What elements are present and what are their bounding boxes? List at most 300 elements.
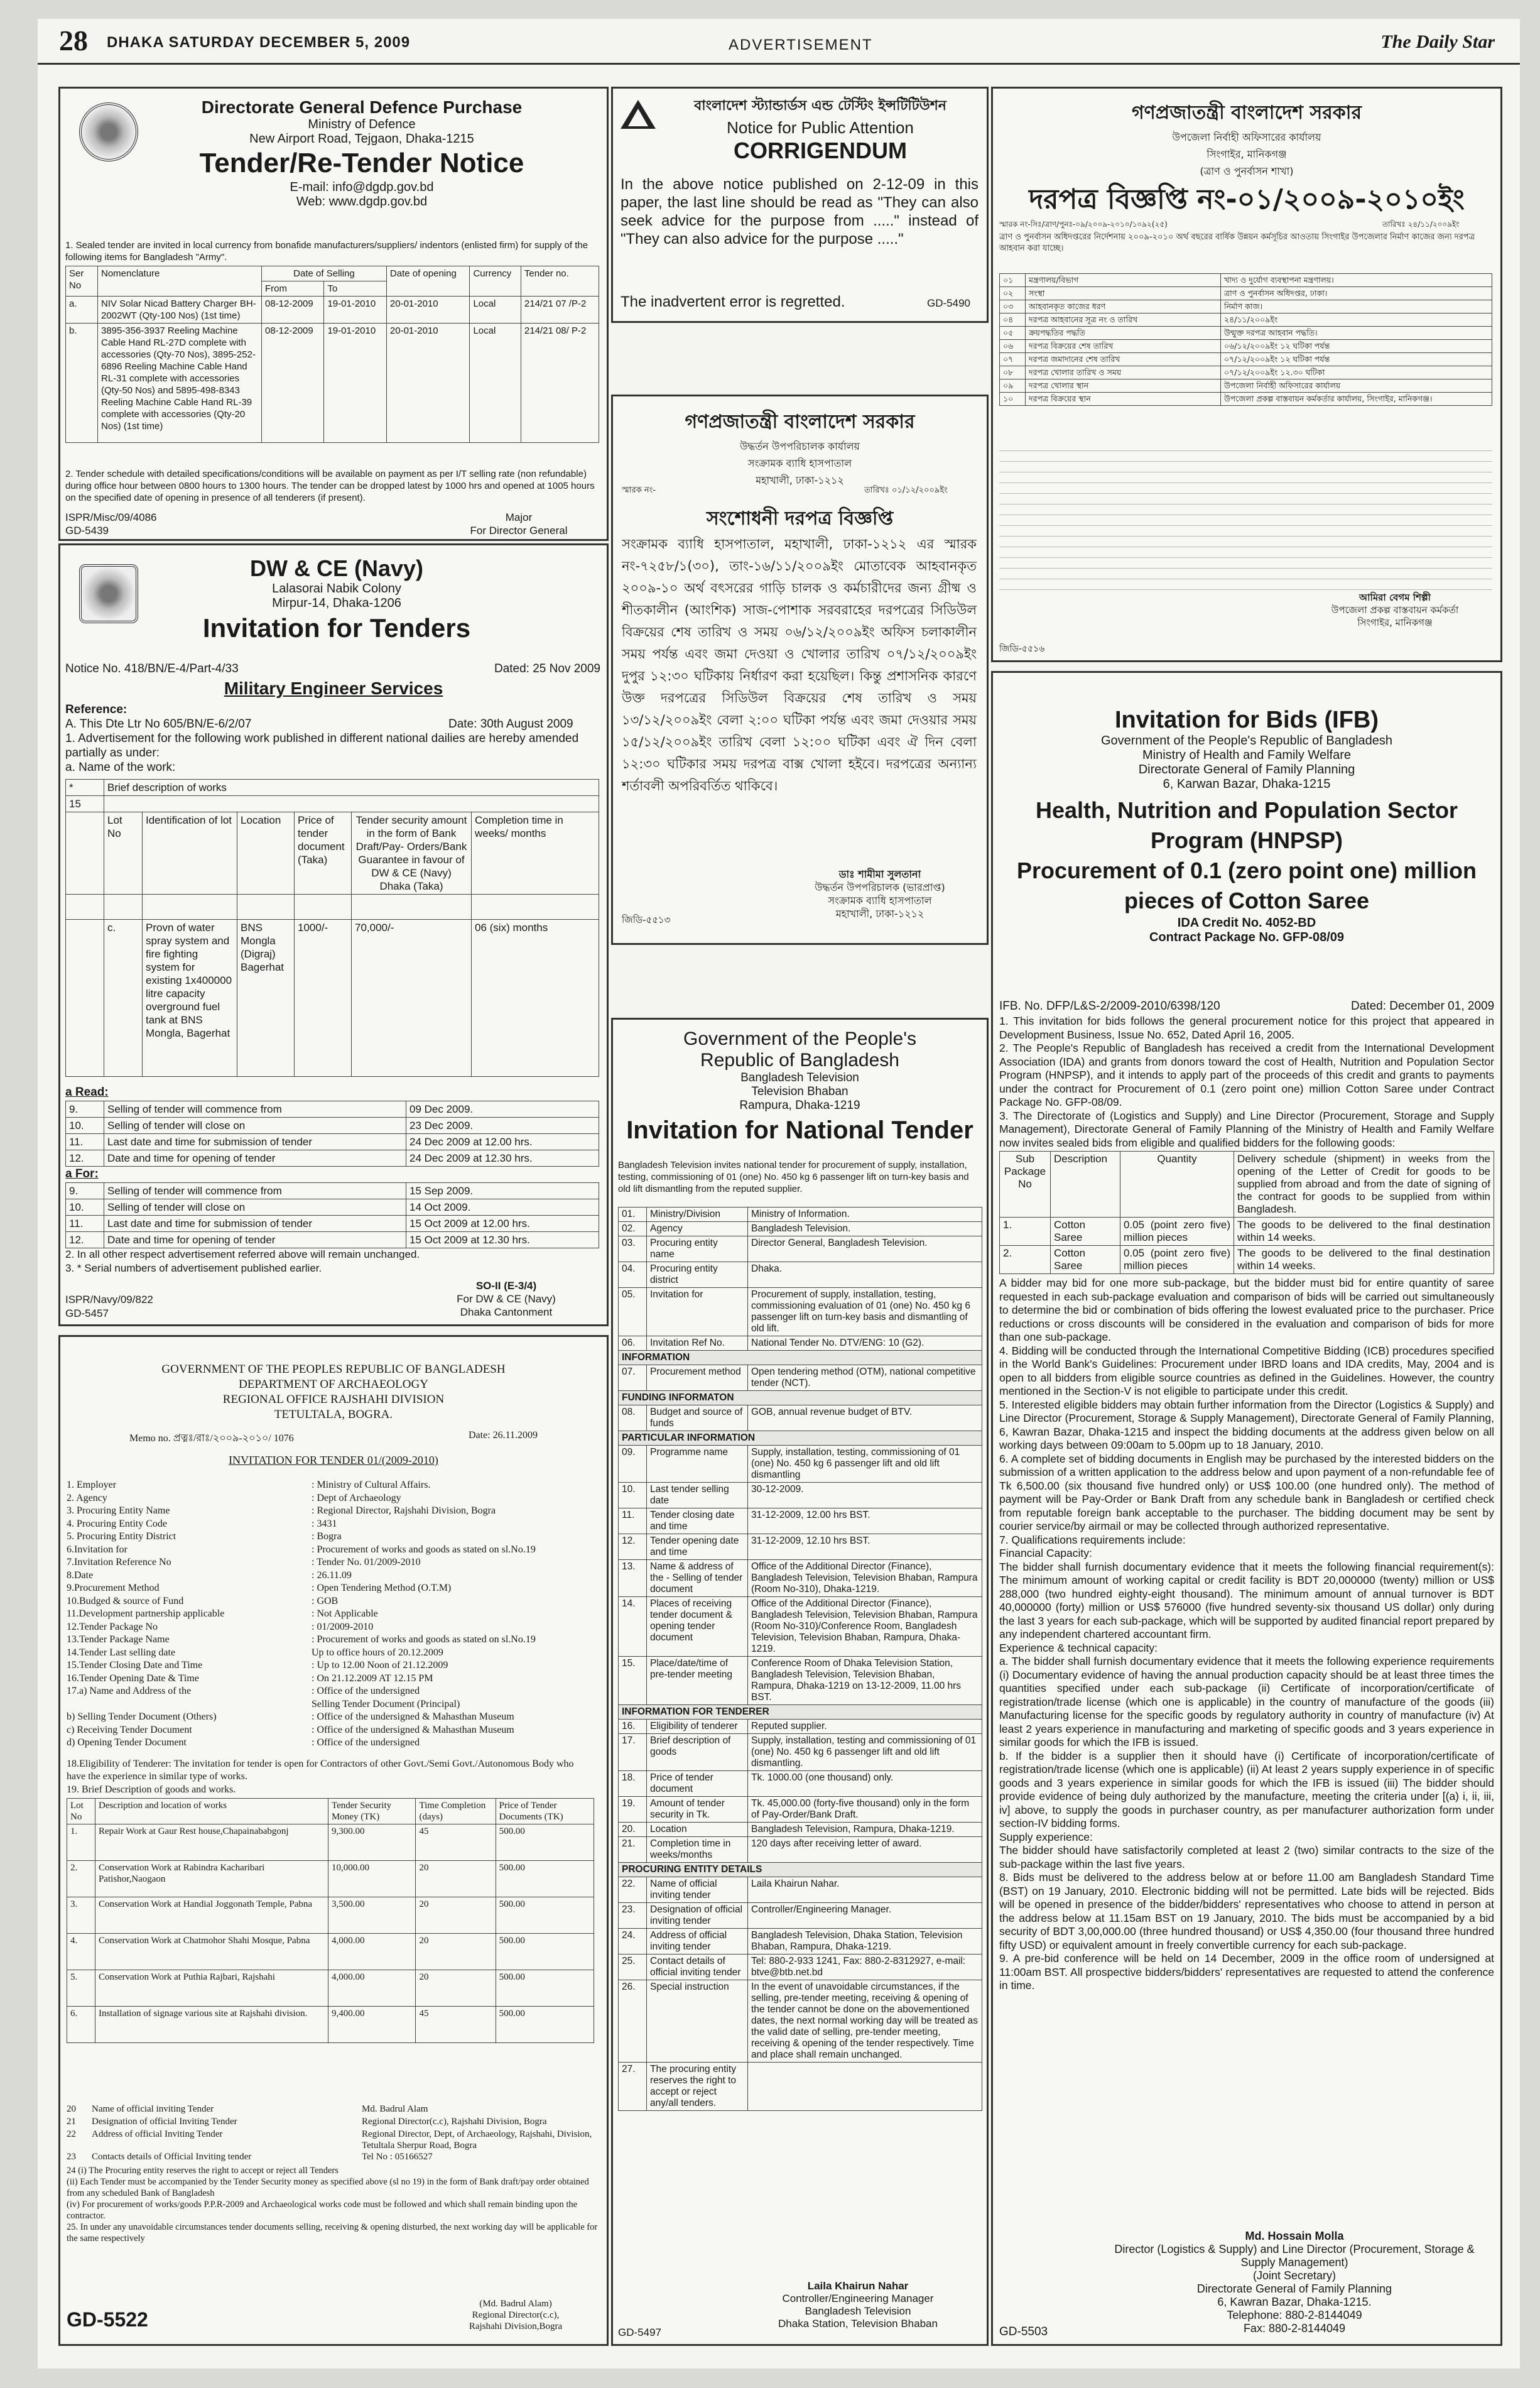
item-label: 7.Invitation Reference No — [67, 1557, 171, 1567]
manik-title: দরপত্র বিজ্ঞপ্তি নং-০১/২০০৯-২০১০ইং — [1029, 183, 1465, 215]
page-number: 28 — [59, 25, 88, 57]
arch-notes — [67, 2165, 600, 2244]
table-cell: 500.00 — [496, 1934, 594, 1970]
list-item — [67, 1518, 600, 1531]
item-label: 17.a) Name and Address of the — [67, 1686, 192, 1696]
item-value: Tel No : 05166527 — [362, 2152, 433, 2162]
row-value: Supply, installation, testing, commissioning of 01 (one) No. 450 kg 6 passenger lift and old lift dismantling — [748, 1446, 982, 1483]
table-row: 11. Last date and time for submission of tender 24 Dec 2009 at 12.00 hrs. — [66, 1134, 599, 1150]
row-number: ০৫ — [1000, 327, 1026, 340]
row-label: Procurement method — [647, 1365, 748, 1391]
newspaper-page — [38, 19, 1520, 2369]
list-item — [67, 1479, 600, 1492]
list-item — [67, 1492, 600, 1505]
row-label: Location — [647, 1823, 748, 1837]
row-value: National Tender No. DTV/ENG: 10 (G2). — [748, 1336, 982, 1351]
dgdp-notice: Directorate General Defence Purchase Ministry of Defence New Airport Road, Tejgaon, Dhaka-1215 Tender/Re-Tender Notice E-mail: info@dgdp.gov.bd Web: www.dgdp.gov.bd 1. Sealed tender are invited in local currency from bonafide manufacturers/suppliers/ indentors (enlisted firm) for supply of the following items for Bangladesh "Army". Ser No Nomenclature Date of Selling Date of opening Currency Tender no. From To a. NIV Solar Nicad Battery Charger BH-2002WT (Qty-100 Nos) (1st time) 08-12-2009 19-01-2010 20-01-2010 Local 214/21 07 /P-2 b. 3895-356-3937 Reeling Machine Cable Hand RL-27D complete with accessories (Qty-70 Nos), 3895-252-6896 Reeling Machine Cable Hand RL-31 complete with accessories (Qty-50 Nos) and 5895-498-8343 Reeling Machine Cable Hand RL-39 complete with accessories (Qty-20 Nos) (1st time) 08-12-2009 19-01-2010 20-01-2010 Local 214/21 08/ P-2 2. Tender schedule with detailed specifications/conditions will be available on payment as per I/T selling rate (non refundable) during office hour between 0800 hours to 1300 hours. The tender can be dropped latest by 1000 hrs and opened at 1005 hours on the specified date of opening in presence of all tenderers (if present). ISPR/Misc/09/4086 GD-5439 Major For Director General — [58, 87, 609, 541]
list-item — [67, 1647, 600, 1660]
item-value: : On 21.12.2009 AT 12.15 PM — [312, 1672, 433, 1684]
bsti-title: CORRIGENDUM — [734, 138, 907, 163]
table-row — [1000, 379, 1492, 393]
row-value: উপজেলা প্রকল্প বাস্তবায়ন কর্মকর্তার কার্যালয়, সিংগাইর, মানিকগঞ্জ। — [1221, 393, 1492, 406]
row-label: Name of official inviting tender — [647, 1877, 748, 1903]
table-cell: Conservation Work at Rabindra Kacharibari Patishor,Naogaon — [95, 1861, 328, 1897]
row-number: 11. — [619, 1508, 647, 1534]
dwce-title: Invitation for Tenders — [202, 613, 471, 643]
row-number: 07. — [619, 1365, 647, 1391]
table-row — [619, 1657, 982, 1705]
dgdp-intro: 1. Sealed tender are invited in local currency from bonafide manufacturers/suppliers/ indentors (enlisted firm) for supply of the following items for Bangladesh "Army". — [65, 240, 588, 263]
table-row — [619, 1222, 982, 1236]
table-row — [619, 2063, 982, 2111]
row-value: 31-12-2009, 12.10 hrs BST. — [748, 1534, 982, 1560]
item-label: 11.Development partnership applicable — [67, 1608, 225, 1619]
table-row: b. 3895-356-3937 Reeling Machine Cable Hand RL-27D complete with accessories (Qty-70 Nos), 3895-252-6896 Reeling Machine Cable Hand RL-31 complete with accessories (Qty-50 Nos) and 5895-498-8343 Reeling Machine Cable Hand RL-39 complete with accessories (Qty-20 Nos) (1st time) 08-12-2009 19-01-2010 20-01-2010 Local 214/21 08/ P-2 — [66, 324, 599, 443]
table-row — [619, 1236, 982, 1262]
ifb-body: 1. This invitation for bids follows the general procurement notice for this project that appeared in Development Business, Issue No. 652, Dated April 16, 2005. 2. The People's Republic of Bangladesh has received a credit from the International Development Association (IDA) and grants from donors toward the cost of Health, Nutrition and Population Sector Program (HNPSP), and it intends to apply part of the proceeds of this credit and grants to payments under the contract for Procurement of 0.1 (zero point one) million Cotton Saree under Contract Package No. GFP-08/09. 3. The Directorate of (Logistics and Supply) and Line Director (Procurement, Storage and Supply Management), Directorate General of Family Planning of the Ministry of Health and Family Welfare now invites sealed bids from eligible and qualified bidders for the following goods: Sub Package No Description Quantity Delivery schedule (shipment) in weeks from the opening of the Letter of Credit for goods to be supplied from abroad and from the date of signing of the contract for goods to be supplied from within Bangladesh. 1. Cotton Saree 0.05 (point zero five) million pieces The goods to be delivered to the final destination within 14 weeks. 2. Cotton Saree 0.05 (point zero five) million pieces The goods to be delivered to the final destination within 14 weeks. A bidder may bid for one more sub-package, but the bidder must bid for entire quantity of saree requested in each sub-package evaluation and comparison of bids will be carried out simultaneously to determine the bid or combination of bids offering the lowest evaluated price to the purchaser. Price reductions or cross discounts will be considered in the evaluation and comparison of bids for more than one sub-package. 4. Bidding will be conducted through the International Competitive Bidding (ICB) procedures specified in the World Bank's Guidelines: Procurement under IBRD loans and IDA credits, May, 2004 and is open to all bidders from eligible source countries as defined in the Guidelines. However, the country mentioned in the Section-V is not eligible to participate under this credit. 5. Interested eligible bidders may obtain further information from the Director (Logistics & Supply) and Line Director (Procurement, Storage & Supply Management), Directorate General of Family Planning, 6, Kawran Bazar, Dhaka-1215 and inspect the bidding documents at the address given below on all working days between 09:00am to 5.00pm up to 18 January, 2010. 6. A complete set of bidding documents in English may be purchased by the interested bidders on the submission of a written application to the address below and upon payment of a non-refundable fee of Tk 6,500.00 (six thousand five hundred only) or US$ 100.00 (one hundred only). The method of payment will be Pay-Order or Bank Draft from any schedule bank in Bangladesh or certified check from reputable foreign bank acceptable to the purchaser. The bidding document may be sent by courier service/by airmail or may be collected through authorized representative. 7. Qualifications requirements include: Financial Capacity: The bidder shall furnish documentary evidence that it meets the following financial requirement(s): The minimum amount of working capital or credit facility is BDT 20,000000 (twenty) million or US$ 288,000 (two hundred eighty-eight thousand). The minimum amount of annual turnover is BDT 40,000000 (forty) million or US$ 576000 (five hundred seventy-six thousand US dollar) only during the last 3 years for each sub-package, which will be supported by audited financial report prepared by any independent chartered accountant firm. Experience & technical capacity: a. The bidder shall furnish documentary evidence that it meets the following experience requirements (i) Documentary evidence of having the annual production capacity should be at least three times the quantities specified under each sub-package (ii) Certificate of incorporation/certificate of registration/trade license (which one is applicable) in the country of manufacture of the goods (iii) Manufacturing license for the specific goods by regulatory authority in country of manufacture (iv) At least 2 years experience in manufacturing and marketing of specific goods and 3 years experience in similar goods for which the IFB is issued. b. If the bidder is a supplier then it should have (i) Certificate of incorporation/certificate of registration/trade license (which one is applicable) (ii) At least 2 years supply experience in of specific goods and 3 years experience in similar goods for which the IFB is issued (iii) The bidder should provide evidence of being duly authorized by the manufacture, meeting the criteria under [(a) i, ii, iii, iv] above, to supply the goods in purchaser country, as per manufacturer authorization form under section-IV bidding forms. Supply experience: The bidder should have satisfactorily completed at least 2 (two) similar contracts to the size of the sub-package within the last five years. 8. Bids must be delivered to the address below at or before 11.00 am Bangladesh Standard Time (BST) on 19 January, 2010. Electronic bidding will not be permitted. Late bids will be rejected. Bids will be opened in presence of the bidder/bidders' representatives who choose to attend in person at the address below at 11.15am BST on 19 January, 2010. The bids must be accompanied by a bid security of BDT 3,00,000.00 (three hundred thousand) or US$ 4,350.00 (four thousand three hundred fifty USD) or equivalent amount in freely convertible currency for each sub-package. 9. A pre-bid conference will be held on 14 December, 2009 in the office room of undersigned at 11:00am BST. All prospective bidders/bidders' representatives are requested to attend the conference in time. — [999, 1015, 1495, 1992]
row-number: 19. — [619, 1797, 647, 1823]
table-row — [619, 1391, 982, 1405]
row-label: Place/date/time of pre-tender meeting — [647, 1657, 748, 1705]
table-row: a. NIV Solar Nicad Battery Charger BH-2002WT (Qty-100 Nos) (1st time) 08-12-2009 19-01-2010 20-01-2010 Local 214/21 07 /P-2 — [66, 297, 599, 324]
row-number: 10. — [619, 1483, 647, 1508]
item-label: 15.Tender Closing Date and Time — [67, 1660, 203, 1671]
table-row — [619, 1771, 982, 1797]
arch-gd: GD-5522 — [67, 2308, 148, 2331]
table-row — [1000, 393, 1492, 406]
table-row — [1000, 327, 1492, 340]
btv-table — [618, 1207, 982, 2111]
ifb-notice: Invitation for Bids (IFB) Government of the People's Republic of Bangladesh Ministry of Health and Family Welfare Directorate General of Family Planning 6, Karwan Bazar, Dhaka-1215 Health, Nutrition and Population Sector Program (HNPSP) Procurement of 0.1 (zero point one) million pieces of Cotton Saree IDA Credit No. 4052-BD Contract Package No. GFP-08/09 IFB. No. DFP/L&S-2/2009-2010/6398/120 Dated: December 01, 2009 1. This invitation for bids follows the general procurement notice for this project that appeared in Development Business, Issue No. 652, Dated April 16, 2005. 2. The People's Republic of Bangladesh has received a credit from the International Development Association (IDA) and grants from donors toward the cost of Health, Nutrition and Population Sector Program (HNPSP), and it intends to apply part of the proceeds of this credit and grants to payments under the contract for Procurement of 0.1 (zero point one) million Cotton Saree under Contract Package No. GFP-08/09. 3. The Directorate of (Logistics and Supply) and Line Director (Procurement, Storage and Supply Management), Directorate General of Family Planning of the Ministry of Health and Family Welfare now invites sealed bids from eligible and qualified bidders for the following goods: Sub Package No Description Quantity Delivery schedule (shipment) in weeks from the opening of the Letter of Credit for goods to be supplied from abroad and from the date of signing of the contract for goods to be supplied from within Bangladesh. 1. Cotton Saree 0.05 (point zero five) million pieces The goods to be delivered to the final destination within 14 weeks. 2. Cotton Saree 0.05 (point zero five) million pieces The goods to be delivered to the final destination within 14 weeks. A bidder may bid for one more sub-package, but the bidder must bid for entire quantity of saree requested in each sub-package evaluation and comparison of bids will be carried out simultaneously to determine the bid or combination of bids offering the lowest evaluated price to the purchaser. Price reductions or cross discounts will be considered in the evaluation and comparison of bids for more than one sub-package. 4. Bidding will be conducted through the International Competitive Bidding (ICB) procedures specified in the World Bank's Guidelines: Procurement under IBRD loans and IDA credits, May, 2004 and is open to all bidders from eligible source countries as defined in the Guidelines. However, the country mentioned in the Section-V is not eligible to participate under this credit. 5. Interested eligible bidders may obtain further information from the Director (Logistics & Supply) and Line Director (Procurement, Storage & Supply Management), Directorate General of Family Planning, 6, Kawran Bazar, Dhaka-1215 and inspect the bidding documents at the address given below on all working days between 09:00am to 5.00pm up to 18 January, 2010. 6. A complete set of bidding documents in English may be purchased by the interested bidders on the submission of a written application to the address below and upon payment of a non-refundable fee of Tk 6,500.00 (six thousand five hundred only) or US$ 100.00 (one hundred only). The method of payment will be Pay-Order or Bank Draft from any schedule bank in Bangladesh or certified check from reputable foreign bank acceptable to the purchaser. The bidding document may be sent by courier service/by airmail or may be collected through authorized representative. 7. Qualifications requirements include: Financial Capacity: The bidder shall furnish documentary evidence that it meets the following financial requirement(s): The minimum amount of working capital or credit facility is BDT 20,000000 (twenty) million or US$ 288,000 (two hundred eighty-eight thousand). The minimum amount of annual turnover is BDT 40,000000 (forty) million or US$ 576000 (five hundred seventy-six thousand US dollar) only during the last 3 years for each sub-package, which will be supported by audited financial report prepared by any independent chartered accountant firm. Experience & technical capacity: a. The bidder shall furnish documentary evidence that it meets the following experience requirements (i) Documentary evidence of having the annual production capacity should be at least three times the quantities specified under each sub-package (ii) Certificate of incorporation/certificate of registration/trade license (which one is applicable) in the country of manufacture of the goods (iii) Manufacturing license for the specific goods by regulatory authority in country of manufacture (iv) At least 2 years experience in manufacturing and marketing of specific goods and 3 years experience in similar goods for which the IFB is issued. b. If the bidder is a supplier then it should have (i) Certificate of incorporation/certificate of registration/trade license (which one is applicable) (ii) At least 2 years supply experience in of specific goods and 3 years experience in similar goods for which the IFB is issued (iii) The bidder should provide evidence of being duly authorized by the manufacture, meeting the criteria under [(a) i, ii, iii, iv] above, to supply the goods in purchaser country, as per manufacturer authorization form under section-IV bidding forms. Supply experience: The bidder should have satisfactorily completed at least 2 (two) similar contracts to the size of the sub-package within the last five years. 8. Bids must be delivered to the address below at or before 11.00 am Bangladesh Standard Time (BST) on 19 January, 2010. Electronic bidding will not be permitted. Late bids will be rejected. Bids will be opened in presence of the bidder/bidders' representatives who choose to attend in person at the address below at 11.15am BST on 19 January, 2010. The bids must be accompanied by a bid security of BDT 3,00,000.00 (three hundred thousand) or US$ 4,350.00 (four thousand three hundred fifty USD) or equivalent amount in freely convertible currency for each sub-package. 9. A pre-bid conference will be held on 14 December, 2009 in the office room of undersigned at 11:00am BST. All prospective bidders/bidders' representatives are requested to attend the conference in time. Md. Hossain Molla Director (Logistics & Supply) and Line Director (Procurement, Storage & Supply Management) (Joint Secretary) Directorate General of Family Planning 6, Kawran Bazar, Dhaka-1215. Telephone: 880-2-8144049 Fax: 880-2-8144049 GD-5503 — [991, 671, 1502, 2346]
table-row — [67, 1861, 594, 1897]
btv-notice: Government of the People's Republic of Bangladesh Bangladesh Television Television Bhaban Rampura, Dhaka-1219 Invitation for National Tender Bangladesh Television invites national tender for procurement of supply, installation, testing, commissioning of 01 (one) No. 450 kg 6 passenger lift on turn-key basis and old lift dismantling from the reputed supplier. 01. Ministry/Division Ministry of Information. 02. Agency Bangladesh Television. 03. Procuring entity name Director General, Bangladesh Television. 04. Procuring entity district Dhaka. 05. Invitation for Procurement of supply, installation, testing, commissioning evaluation of 01 (one) No. 450 kg 6 passenger lift on turn-key basis and dismantling of old lift. 06. Invitation Ref No. National Tender No. DTV/ENG: 10 (G2). INFORMATION 07. Procurement method Open tendering method (OTM), national competitive tender (NCT). FUNDING INFORMATON 08. Budget and source of funds GOB, annual revenue budget of BTV. PARTICULAR INFORMATION 09. Programme name Supply, installation, testing, commissioning of 01 (one) No. 450 kg 6 passenger lift and old lift dismantling 10. Last tender selling date 30-12-2009. 11. Tender closing date and time 31-12-2009, 12.00 hrs BST. 12. Tender opening date and time 31-12-2009, 12.10 hrs BST. 13. Name & address of the - Selling of tender document Office of the Additional Director (Finance), Bangladesh Television, Television Bhaban, Rampura (Room No-310), Dhaka-1219. 14. Places of receiving tender document & opening tender document Office of the Additional Director (Finance), Bangladesh Television, Television Bhaban, Rampura (Room No-310)/Conference Room, Bangladesh Television, Television Bhaban, Rampura, Dhaka-1219. 15. Place/date/time of pre-tender meeting Conference Room of Dhaka Television Station, Bangladesh Television, Television Bhaban, Rampura, Dhaka-1219 on 13-12-2009, 11.00 hrs BST. INFORMATION FOR TENDERER 16. Eligibility of tenderer Reputed supplier. 17. Brief description of goods Supply, installation, testing and commissioning of 01 (one) No. 450 kg 6 passenger lift and old lift dismantling. 18. Price of tender document Tk. 1000.00 (one thousand) only. 19. Amount of tender security in Tk. Tk. 45,000.00 (forty-five thousand) only in the form of Pay-Order/Bank Draft. 20. Location Bangladesh Television, Rampura, Dhaka-1219. 21. Completion time in weeks/months 120 days after receiving letter of award. PROCURING ENTITY DETAILS 22. Name of official inviting tender Laila Khairun Nahar. 23. Designation of official inviting tender Controller/Engineering Manager. 24. Address of official inviting tender Bangladesh Television, Dhaka Station, Television Bhaban, Rampura, Dhaka-1219. 25. Contact details of official inviting tender Tel: 880-2-933 1241, Fax: 880-2-8312927, e-mail: btve@btb.net.bd 26. Special instruction In the event of unavoidable circumstances, if the selling, pre-tender meeting, receiving & opening of the tender cannot be done on the abovementioned dates, the next normal working day will be treated as the valid date of selling, pre-tender meeting, receiving & opening of the tender respectively. Time and place shall remain unchanged. 27. The procuring entity reserves the right to accept or reject any/all tenders. Laila Khairun Nahar Controller/Engineering Manager Bangladesh Television Dhaka Station, Television Bhaban GD-5497 — [611, 1018, 989, 2346]
row-value: Bangladesh Television. — [748, 1222, 982, 1236]
dgdp-gd: GD-5439 — [65, 525, 109, 537]
table-row: 11. Last date and time for submission of tender 15 Oct 2009 at 12.00 hrs. — [66, 1216, 599, 1232]
section-heading: INFORMATION FOR TENDERER — [619, 1705, 982, 1720]
table-row — [619, 1980, 982, 2063]
row-number: 03. — [619, 1236, 647, 1262]
table-row — [619, 1955, 982, 1980]
hospital-notice: গণপ্রজাতন্ত্রী বাংলাদেশ সরকার উদ্ধর্তন উপপরিচালক কার্যালয় সংক্রামক ব্যাধি হাসপাতাল মহাখালী, ঢাকা-১২১২ স্মারক নং- তারিখঃ ০১/১২/২০০৯ইং সংশোধনী দরপত্র বিজ্ঞপ্তি সংক্রামক ব্যাধি হাসপাতাল, মহাখালী, ঢাকা-১২১২ এর স্মারক নং-৭২৫৮/১(৩০), তাং-১৬/১১/২০০৯ইং মোতাবেক আহবানকৃত ২০০৯-১০ অর্থ বৎসরের গাড়ি চালক ও কর্মচারীদের জন্য গ্রীষ্ম ও শীতকালীন (আংশিক) সাজ-পোশাক সরবরাহের দরপত্রের সিডিউল বিক্রয়ের শেষ তারিখ ও সময় ০৬/১২/২০০৯ইং অফিস চলাকালীন সময় পর্যন্ত এবং জমা দেওয়া ও খোলার তারিখ ০৭/১২/২০০৯ইং দুপুর ১২:৩০ ঘটিকায় নির্ধারণ করা হয়েছিল। কিন্তু প্রশাসনিক কারণে উক্ত দরপত্রের সিডিউল বিক্রয়ের শেষ তারিখ ও সময় ১৩/১২/২০০৯ইং বেলা ২:০০ ঘটিকা পর্যন্ত এবং জমা দেওয়ার সময় ১৫/১২/২০০৯ইং তারিখ বেলা ১২:০০ ঘটিকা এবং ঐ দিন বেলা ১২:৩০ ঘটিকার সময় দরপত্র বাক্স খোলা হইবে। দরপত্রের অন্যান্য শর্তাবলী অপরিবর্তিত থাকিবে। ডাঃ শামীমা সুলতানা উদ্ধর্তন উপপরিচালক (ভারপ্রাপ্ত) সংক্রামক ব্যাধি হাসপাতাল মহাখালী, ঢাকা-১২১২ জিডি-৫৫১৩ — [611, 395, 989, 945]
item-num: 22 — [67, 2129, 76, 2139]
manikganj-notice: গণপ্রজাতন্ত্রী বাংলাদেশ সরকার উপজেলা নির্বাহী অফিসারের কার্যালয় সিংগাইর, মানিকগঞ্জ (ত্রাণ ও পুনর্বাসন শাখা) দরপত্র বিজ্ঞপ্তি নং-০১/২০০৯-২০১০ইং স্মারক নং-সিঃ/ত্রাণ/পুনঃ-০৯/২০০৯-২০১০/১০৯২(২৫) তারিখঃ ২৪/১১/২০০৯ইং ত্রাণ ও পুনর্বাসন অধিদপ্তরের নির্দেশনায় ২০০৯-২০১০ অর্থ বছরের বার্ষিক উন্নয়ন কর্মসূচির আওতায় সিংগাইর উপজেলার নির্মাণ কাজের জন্য দরপত্র আহবান করা যাচ্ছে। ০১ মন্ত্রণালয়/বিভাগ খাদ্য ও দুর্যোগ ব্যবস্থাপনা মন্ত্রণালয়। ০২ সংস্থা ত্রাণ ও পুনর্বাসন অধিদপ্তর, ঢাকা। ০৩ আহবানকৃত কাজের ধরণ নির্মাণ কাজ। ০৪ দরপত্র আহবানের সূত্র নং ও তারিখ ২৪/১১/২০০৯ইং ০৫ ক্রয়পদ্ধতির পদ্ধতি উন্মুক্ত দরপত্র আহবান পদ্ধতি। ০৬ দরপত্র বিক্রয়ের শেষ তারিখ ০৬/১২/২০০৯ইং ১২ ঘটিকা পর্যন্ত ০৭ দরপত্র জমাদানের শেষ তারিখ ০৭/১২/২০০৯ইং ১২ ঘটিকা পর্যন্ত ০৮ দরপত্র খোলার তারিখ ও সময় ০৭/১২/২০০৯ইং ১২.৩০ ঘটিকা ০৯ দরপত্র খোলার স্থান উপজেলা নির্বাহী অফিসারের কার্যালয় ১০ দরপত্র বিক্রয়ের স্থান উপজেলা প্রকল্প বাস্তবায়ন কর্মকর্তার কার্যালয়, সিংগাইর, মানিকগঞ্জ। আমিরা বেগম শিল্পী উপজেলা প্রকল্প বাস্তবায়ন কর্মকর্তা সিংগাইর, মানিকগঞ্জ জিডি-৫৫১৬ — [991, 87, 1502, 662]
row-value: নির্মাণ কাজ। — [1221, 300, 1492, 313]
table-cell: 4,000.00 — [328, 1970, 416, 2007]
row-value: উন্মুক্ত দরপত্র আহবান পদ্ধতি। — [1221, 327, 1492, 340]
item-label: 8.Date — [67, 1569, 94, 1581]
row-value: খাদ্য ও দুর্যোগ ব্যবস্থাপনা মন্ত্রণালয়। — [1221, 274, 1492, 287]
dgdp-note: 2. Tender schedule with detailed specifications/conditions will be available on payment as per I/T selling rate (non refundable) during office hour between 0800 hours to 1300 hours. The tender can be dropped latest by 1000 hrs and opened at 1005 hours on the specified date of opening in presence of all tenderers (if present). — [65, 469, 595, 503]
table-cell: 3,500.00 — [328, 1897, 416, 1934]
item-value: Md. Badrul Alam — [362, 2104, 428, 2114]
row-label: Procuring entity district — [647, 1262, 748, 1288]
item-label: 16.Tender Opening Date & Time — [67, 1672, 199, 1684]
item-value: : Open Tendering Method (O.T.M) — [312, 1583, 452, 1593]
row-value: Laila Khairun Nahar. — [748, 1877, 982, 1903]
section-heading: INFORMATION — [619, 1351, 982, 1365]
item-label: Contacts details of Official Inviting tender — [92, 2152, 252, 2162]
row-value: Tk. 1000.00 (one thousand) only. — [748, 1771, 982, 1797]
table-row — [619, 1508, 982, 1534]
dgdp-email: E-mail: info@dgdp.gov.bd — [290, 180, 434, 194]
item-value: Up to office hours of 20.12.2009 — [312, 1647, 443, 1658]
table-row — [619, 1431, 982, 1446]
row-number: 23. — [619, 1903, 647, 1929]
row-value: Dhaka. — [748, 1262, 982, 1288]
row-number: 17. — [619, 1734, 647, 1771]
item-label: 14.Tender Last selling date — [67, 1647, 176, 1658]
row-value: Bangladesh Television, Dhaka Station, Television Bhaban, Rampura, Dhaka-1219. — [748, 1929, 982, 1955]
table-cell: 500.00 — [496, 1897, 594, 1934]
table-cell: 4,000.00 — [328, 1934, 416, 1970]
row-number: 09. — [619, 1446, 647, 1483]
table-row — [619, 1262, 982, 1288]
column-header: Description and location of works — [95, 1799, 328, 1824]
table-cell: 10,000.00 — [328, 1861, 416, 1897]
column-header: Time Completion (days) — [416, 1799, 496, 1824]
table-row — [67, 2007, 594, 2043]
table-row — [1000, 340, 1492, 353]
row-value: উপজেলা নির্বাহী অফিসারের কার্যালয় — [1221, 379, 1492, 393]
table-row — [619, 1720, 982, 1734]
row-number: 20. — [619, 1823, 647, 1837]
note: 24 (i) The Procuring entity reserves the right to accept or reject all Tenders — [67, 2166, 339, 2176]
column-header: Tender Security Money (TK) — [328, 1799, 416, 1824]
table-cell: Repair Work at Gaur Rest house,Chapainababgonj — [95, 1824, 328, 1861]
item-value: : Office of the undersigned & Mahasthan Museum — [312, 1724, 514, 1735]
section-heading: PROCURING ENTITY DETAILS — [619, 1863, 982, 1877]
list-item — [67, 1659, 600, 1672]
list-item — [67, 1608, 600, 1621]
row-value: 120 days after receiving letter of award. — [748, 1837, 982, 1863]
list-item — [67, 1685, 600, 1698]
row-label: Ministry/Division — [647, 1208, 748, 1222]
table-row: 10. Selling of tender will close on 23 Dec 2009. — [66, 1118, 599, 1134]
row-value: Bangladesh Television, Rampura, Dhaka-1219. — [748, 1823, 982, 1837]
section-heading: FUNDING INFORMATON — [619, 1391, 982, 1405]
item-value: : Office of the undersigned — [312, 1686, 420, 1696]
row-value: ০৭/১২/২০০৯ইং ১২.৩০ ঘটিকা — [1221, 366, 1492, 379]
table-cell: 1. — [67, 1824, 95, 1861]
table-cell: Conservation Work at Chatmohor Shahi Mosque, Pabna — [95, 1934, 328, 1970]
hosp-title: সংশোধনী দরপত্র বিজ্ঞপ্তি — [706, 508, 894, 530]
item-label: 3. Procuring Entity Name — [67, 1505, 170, 1516]
row-number: 14. — [619, 1597, 647, 1657]
table-row: 10. Selling of tender will close on 14 Oct 2009. — [66, 1199, 599, 1216]
list-item — [67, 1633, 600, 1647]
row-label: ক্রয়পদ্ধতির পদ্ধতি — [1026, 327, 1221, 340]
item-value: Selling Tender Document (Principal) — [312, 1698, 460, 1709]
column-header: Price of Tender Documents (TK) — [496, 1799, 594, 1824]
item-value: : Ministry of Cultural Affairs. — [312, 1480, 431, 1490]
table-row — [1000, 313, 1492, 327]
row-label: আহবানকৃত কাজের ধরণ — [1026, 300, 1221, 313]
item-label: 1. Employer — [67, 1480, 117, 1490]
table-cell: 500.00 — [496, 2007, 594, 2043]
list-item — [67, 1672, 600, 1686]
row-number: 22. — [619, 1877, 647, 1903]
row-value: Procurement of supply, installation, testing, commissioning evaluation of 01 (one) No. 450 kg 6 passenger lift on turn-key basis and dismantling of old lift. — [748, 1288, 982, 1336]
archaeology-notice: GOVERNMENT OF THE PEOPLES REPUBLIC OF BANGLADESH DEPARTMENT OF ARCHAEOLOGY REGIONAL OFFICE RAJSHAHI DIVISION TETULTALA, BOGRA. Memo no. প্রত্নঃ/রাঃ/২০০৯-২০১০/ 1076 Date: 26.11.2009 INVITATION FOR TENDER 01/(2009-2010) 1. Employer : Ministry of Cultural Affairs. 2. Agency : Dept of Archaeology 3. Procuring Entity Name : Regional Director, Rajshahi Division, Bogra 4. Procuring Entity Code : 3431 5. Procuring Entity District : Bogra 6.Invitation for : Procurement of works and goods as stated on sl.No.19 7.Invitation Reference No : Tender No. 01/2009-2010 8.Date : 26.11.09 9.Procurement Method : Open Tendering Method (O.T.M) 10.Budged & source of Fund : GOB 11.Development partnership applicable : Not Applicable 12.Tender Package No : 01/2009-2010 13.Tender Package Name : Procurement of works and goods as stated on sl.No.19 14.Tender Last selling date Up to office hours of 20.12.2009 15.Tender Closing Date and Time : Up to 12.00 Noon of 21.12.2009 16.Tender Opening Date & Time : On 21.12.2009 AT 12.15 PM 17.a) Name and Address of the : Office of the undersigned Selling Tender Document (Principal) b) Selling Tender Document (Others) : Office of the undersigned & Mahasthan Museum c) Receiving Tender Document : Office of the undersigned & Mahasthan Museum d) Opening Tender Document : Office of the undersigned 18.Eligibility of Tenderer: The invitation for tender is open for Contractors of other Govt./Semi Govt./Autonomous Body who have the experience in similar type of works. 19. Brief Description of goods and works. Lot No Description and location of works Tender Security Money (TK) Time Completion (days) Price of Tender Documents (TK) 1. Repair Work at Gaur Rest house,Chapainababgonj 9,300.00 45 500.00 2. Conservation Work at Rabindra Kacharibari Patishor,Naogaon 10,000.00 20 500.00 3. Conservation Work at Handial Joggonath Temple, Pabna 3,500.00 20 500.00 4. Conservation Work at Chatmohor Shahi Mosque, Pabna 4,000.00 20 500.00 5. Conservation Work at Puthia Rajbari, Rajshahi 4,000.00 20 500.00 6. Installation of signage various site at Rajshahi division. 9,400.00 45 500.00 20 Name of official inviting Tender Md. Badrul Alam 21 Designation of official Inviting Tender Regional Director(c.c), Rajshahi Division, Bogra 22 Address of official Inviting Tender Regional Director, Dept, of Archaeology, Rajshahi, Division, Tetultala Sherpur Road, Bogra 23 Contacts details of Official Inviting tender Tel No : 05166527 24 (i) The Procuring entity reserves the right to accept or reject all Tenders (ii) Each Tender must be accompanied by the Tender Security money as specified above (sl no 19) in the form of Bank draft/pay order obtained from any scheduled Bank of Bangladesh (iv) For procurement of works/goods P.P.R-2009 and Archaeological works code must be followed and which shall remain binding upon the contractor. 25. In under any unavoidable circumstances tender documents selling, receiving & opening disturbed, the next working day will be applicable for the same respectively GD-5522 (Md. Badrul Alam) Regional Director(c.c), Rajshahi Division,Bogra — [58, 1335, 609, 2346]
table-cell: Conservation Work at Puthia Rajbari, Rajshahi — [95, 1970, 328, 2007]
table-cell: 4. — [67, 1934, 95, 1970]
item-value: : Regional Director, Rajshahi Division, Bogra — [312, 1505, 496, 1516]
table-cell: 6. — [67, 2007, 95, 2043]
row-label: Invitation for — [647, 1288, 748, 1336]
list-item — [67, 2129, 600, 2151]
arch-title: INVITATION FOR TENDER 01/(2009-2010) — [229, 1454, 438, 1466]
row-number: 01. — [619, 1208, 647, 1222]
item-value: : Office of the undersigned & Mahasthan Museum — [312, 1711, 514, 1722]
dwce-table: * Brief description of works 15 Lot No Identification of lot Location Price of tender document (Taka) Tender security amount in the form of Bank Draft/Pay- Orders/Bank Guarantee in favour of DW & CE (Navy) Dhaka (Taka) Completion time in weeks/ months c. Provn of water spray system and fire fighting system for existing 1x400000 litre capacity overground fuel tank at BNS Mongla, Bagerhat BNS Mongla (Digraj) Bagerhat 1000/- 70,000/- 06 (six) months — [65, 779, 599, 1077]
row-number: ০৮ — [1000, 366, 1026, 379]
row-label: Invitation Ref No. — [647, 1336, 748, 1351]
item-num: 23 — [67, 2152, 76, 2162]
table-row — [619, 1797, 982, 1823]
table-row: 9. Selling of tender will commence from 15 Sep 2009. — [66, 1183, 599, 1199]
table-cell: 20 — [416, 1861, 496, 1897]
masthead-logo: The Daily Star — [1380, 31, 1495, 52]
item-value: : Office of the undersigned — [312, 1737, 420, 1748]
navy-emblem-icon — [79, 564, 138, 626]
table-row: 2. Cotton Saree 0.05 (point zero five) million pieces The goods to be delivered to the final destination within 14 weeks. — [1000, 1246, 1494, 1274]
table-row — [67, 1897, 594, 1934]
row-label: দরপত্র জমাদানের শেষ তারিখ — [1026, 353, 1221, 366]
dgdp-address: New Airport Road, Tejgaon, Dhaka-1215 — [249, 132, 474, 146]
table-row — [619, 1483, 982, 1508]
item-value: : Tender No. 01/2009-2010 — [312, 1557, 421, 1567]
item-value: : 26.11.09 — [312, 1569, 352, 1581]
row-value: Controller/Engineering Manager. — [748, 1903, 982, 1929]
row-label: Tender closing date and time — [647, 1508, 748, 1534]
item-label: Address of official Inviting Tender — [92, 2129, 223, 2139]
item-value: : Bogra — [312, 1531, 342, 1542]
list-item — [67, 1595, 600, 1608]
row-value: Reputed supplier. — [748, 1720, 982, 1734]
table-row — [619, 1705, 982, 1720]
row-number: 06. — [619, 1336, 647, 1351]
table-row: 9. Selling of tender will commence from 09 Dec 2009. — [66, 1101, 599, 1118]
item-label: d) Opening Tender Document — [67, 1737, 187, 1748]
row-value — [748, 2063, 982, 2111]
list-item — [67, 1736, 600, 1750]
row-label: Special instruction — [647, 1980, 748, 2063]
row-value: ০৭/১২/২০০৯ইং ১২ ঘটিকা পর্যন্ত — [1221, 353, 1492, 366]
table-row: 1. Cotton Saree 0.05 (point zero five) million pieces The goods to be delivered to the final destination within 14 weeks. — [1000, 1218, 1494, 1246]
row-label: Contact details of official inviting tender — [647, 1955, 748, 1980]
table-row — [67, 1970, 594, 2007]
bsti-notice: বাংলাদেশ স্ট্যান্ডার্ডস এন্ড টেস্টিং ইন্সটিটিউশন Notice for Public Attention CORRIGENDUM In the above notice published on 2-12-09 in this paper, the last line should be read as "They can also seek advice for the purpose from ....." instead of "They can also advice for the purpose ....." The inadvertent error is regretted. GD-5490 — [611, 87, 989, 323]
note: (ii) Each Tender must be accompanied by the Tender Security money as specified above (sl no 19) in the form of Bank draft/pay order obtained from any scheduled Bank of Bangladesh — [67, 2177, 589, 2198]
dgdp-title: Tender/Re-Tender Notice — [199, 148, 524, 178]
list-item — [67, 2151, 600, 2164]
arch-items — [67, 1479, 600, 1750]
table-row: 12. Date and time for opening of tender 15 Oct 2009 at 12.30 hrs. — [66, 1232, 599, 1248]
btv-title: Invitation for National Tender — [626, 1116, 973, 1144]
row-label: The procuring entity reserves the right to accept or reject any/all tenders. — [647, 2063, 748, 2111]
dgdp-web: Web: www.dgdp.gov.bd — [296, 195, 428, 209]
column-header: Lot No — [67, 1799, 95, 1824]
item-label: c) Receiving Tender Document — [67, 1724, 192, 1735]
item-label: 13.Tender Package Name — [67, 1634, 170, 1645]
section-heading: PARTICULAR INFORMATION — [619, 1431, 982, 1446]
table-row — [619, 1336, 982, 1351]
item-value: : Up to 12.00 Noon of 21.12.2009 — [312, 1660, 448, 1671]
row-label: দরপত্র আহবানের সূত্র নং ও তারিখ — [1026, 313, 1221, 327]
item-value: Regional Director(c.c), Rajshahi Division, Bogra — [362, 2117, 547, 2127]
list-item — [67, 1569, 600, 1583]
row-label: Amount of tender security in Tk. — [647, 1797, 748, 1823]
row-value: Office of the Additional Director (Finance), Bangladesh Television, Television Bhaban, Rampura (Room No-310)/Conference Room, Bangladesh Television, Television Bhaban, Rampura, Dhaka-1219. — [748, 1597, 982, 1657]
row-label: Tender opening date and time — [647, 1534, 748, 1560]
row-label: Places of receiving tender document & opening tender document — [647, 1597, 748, 1657]
row-number: 05. — [619, 1288, 647, 1336]
row-label: Eligibility of tenderer — [647, 1720, 748, 1734]
row-number: 12. — [619, 1534, 647, 1560]
issue-date: DHAKA SATURDAY DECEMBER 5, 2009 — [107, 34, 411, 51]
table-row — [1000, 366, 1492, 379]
row-label: Name & address of the - Selling of tender document — [647, 1560, 748, 1597]
row-value: GOB, annual revenue budget of BTV. — [748, 1405, 982, 1431]
row-label: দরপত্র খোলার স্থান — [1026, 379, 1221, 393]
row-number: 15. — [619, 1657, 647, 1705]
section-label: ADVERTISEMENT — [729, 36, 873, 53]
dgdp-ref: ISPR/Misc/09/4086 — [65, 511, 157, 523]
list-item — [67, 1711, 600, 1724]
table-cell: Conservation Work at Handial Joggonath Temple, Pabna — [95, 1897, 328, 1934]
table-row: c. Provn of water spray system and fire fighting system for existing 1x400000 litre capacity overground fuel tank at BNS Mongla, Bagerhat BNS Mongla (Digraj) Bagerhat 1000/- 70,000/- 06 (six) months — [66, 920, 599, 1077]
row-value: Director General, Bangladesh Television. — [748, 1236, 982, 1262]
table-cell: 45 — [416, 1824, 496, 1861]
row-label: Last tender selling date — [647, 1483, 748, 1508]
row-value: In the event of unavoidable circumstances, if the selling, pre-tender meeting, receiving & opening of the tender cannot be done on the abovementioned dates, the next normal working day will be treated as the valid date of selling, pre-tender meeting, receiving & opening of the tender respectively. Time and place shall remain unchanged. — [748, 1980, 982, 2063]
item-value: : Not Applicable — [312, 1608, 378, 1619]
row-number: 25. — [619, 1955, 647, 1980]
dgdp-table: Ser No Nomenclature Date of Selling Date of opening Currency Tender no. From To a. NIV Solar Nicad Battery Charger BH-2002WT (Qty-100 Nos) (1st time) 08-12-2009 19-01-2010 20-01-2010 Local 214/21 07 /P-2 b. 3895-356-3937 Reeling Machine Cable Hand RL-27D complete with accessories (Qty-70 Nos), 3895-252-6896 Reeling Machine Cable Hand RL-31 complete with accessories (Qty-50 Nos) and 5895-498-8343 Reeling Machine Cable Hand RL-39 complete with accessories (Qty-20 Nos) (1st time) 08-12-2009 19-01-2010 20-01-2010 Local 214/21 08/ P-2 — [65, 266, 599, 443]
row-value: 31-12-2009, 12.00 hrs BST. — [748, 1508, 982, 1534]
table-row — [67, 1824, 594, 1861]
item-label: 9.Procurement Method — [67, 1583, 160, 1593]
item-label: 10.Budged & source of Fund — [67, 1595, 184, 1606]
table-cell: 500.00 — [496, 1824, 594, 1861]
row-value: Ministry of Information. — [748, 1208, 982, 1222]
row-label: Address of official inviting tender — [647, 1929, 748, 1955]
item-value: Regional Director, Dept, of Archaeology, Rajshahi, Division, Tetultala Sherpur Road, Bogra — [362, 2129, 592, 2151]
row-label: দরপত্র বিক্রয়ের স্থান — [1026, 393, 1221, 406]
item-label: 2. Agency — [67, 1492, 107, 1503]
table-row — [619, 1405, 982, 1431]
manik-table — [999, 273, 1492, 406]
table-row: 12. Date and time for opening of tender 24 Dec 2009 at 12.30 hrs. — [66, 1150, 599, 1167]
row-label: দরপত্র খোলার তারিখ ও সময় — [1026, 366, 1221, 379]
table-row — [1000, 274, 1492, 287]
item-value: : Dept of Archaeology — [312, 1492, 401, 1503]
arch-table — [67, 1798, 594, 2043]
table-cell: 5. — [67, 1970, 95, 2007]
table-row — [619, 1560, 982, 1597]
table-row — [619, 1351, 982, 1365]
note: 25. In under any unavoidable circumstances tender documents selling, receiving & opening disturbed, the next working day will be applicable for the same respectively — [67, 2222, 598, 2244]
row-value: Open tendering method (OTM), national competitive tender (NCT). — [748, 1365, 982, 1391]
list-item — [67, 2116, 600, 2129]
dwce-for-table — [65, 1182, 599, 1248]
ifb-signature: Md. Hossain Molla Director (Logistics & Supply) and Line Director (Procurement, Storage & Supply Management) (Joint Secretary) Directorate General of Family Planning 6, Kawran Bazar, Dhaka-1215. Telephone: 880-2-8144049 Fax: 880-2-8144049 — [1114, 2230, 1475, 2335]
item-value: : Procurement of works and goods as stated on sl.No.19 — [312, 1634, 536, 1645]
item-value: : Procurement of works and goods as stated on sl.No.19 — [312, 1544, 536, 1555]
list-item — [67, 1530, 600, 1544]
dgdp-org: Directorate General Defence Purchase — [201, 97, 523, 117]
row-value: 30-12-2009. — [748, 1483, 982, 1508]
row-number: 02. — [619, 1222, 647, 1236]
row-number: 13. — [619, 1560, 647, 1597]
table-cell: 20 — [416, 1897, 496, 1934]
list-item — [67, 1621, 600, 1634]
row-value: ত্রাণ ও পুনর্বাসন অধিদপ্তর, ঢাকা। — [1221, 287, 1492, 300]
manik-fine-print — [999, 440, 1492, 590]
page-header — [38, 19, 1520, 65]
table-row — [1000, 287, 1492, 300]
row-label: দরপত্র বিক্রয়ের শেষ তারিখ — [1026, 340, 1221, 353]
table-row — [67, 1934, 594, 1970]
row-value: ২৪/১১/২০০৯ইং — [1221, 313, 1492, 327]
table-row — [619, 1863, 982, 1877]
row-label: Designation of official inviting tender — [647, 1903, 748, 1929]
row-label: Agency — [647, 1222, 748, 1236]
table-row — [1000, 300, 1492, 313]
row-value: Conference Room of Dhaka Television Station, Bangladesh Television, Television Bhaban, Rampura, Dhaka-1219 on 13-12-2009, 11.00 hrs BST. — [748, 1657, 982, 1705]
row-number: 21. — [619, 1837, 647, 1863]
row-number: 08. — [619, 1405, 647, 1431]
row-label: সংস্থা — [1026, 287, 1221, 300]
item-label: Name of official inviting Tender — [92, 2104, 214, 2114]
row-label: Procuring entity name — [647, 1236, 748, 1262]
row-number: 18. — [619, 1771, 647, 1797]
table-row — [619, 1877, 982, 1903]
row-label: Budget and source of funds — [647, 1405, 748, 1431]
list-item — [67, 1505, 600, 1518]
row-number: 24. — [619, 1929, 647, 1955]
item-label: 4. Procuring Entity Code — [67, 1518, 167, 1529]
list-item — [67, 1556, 600, 1569]
item-num: 21 — [67, 2117, 76, 2127]
dwce-notice: DW & CE (Navy) Lalasorai Nabik Colony Mirpur-14, Dhaka-1206 Invitation for Tenders Notice No. 418/BN/E-4/Part-4/33 Dated: 25 Nov 2009 Military Engineer Services Reference: A. This Dte Ltr No 605/BN/E-6/2/07 Date: 30th August 2009 1. Advertisement for the following work published in different national dailies are hereby amended partially as under: a. Name of the work: * Brief description of works 15 Lot No Identification of lot Location Price of tender document (Taka) Tender security amount in the form of Bank Draft/Pay- Orders/Bank Guarantee in favour of DW & CE (Navy) Dhaka (Taka) Completion time in weeks/ months c. Provn of water spray system and fire fighting system for existing 1x400000 litre capacity overground fuel tank at BNS Mongla, Bagerhat BNS Mongla (Digraj) Bagerhat 1000/- 70,000/- 06 (six) months a Read: 9. Selling of tender will commence from 09 Dec 2009. 10. Selling of tender will close on 23 Dec 2009. 11. Last date and time for submission of tender 24 Dec 2009 at 12.00 hrs. 12. Date and time for opening of tender 24 Dec 2009 at 12.30 hrs. a For: 9. Selling of tender will commence from 15 Sep 2009. 10. Selling of tender will close on 14 Oct 2009. 11. Last date and time for submission of tender 15 Oct 2009 at 12.00 hrs. 12. Date and time for opening of tender 15 Oct 2009 at 12.30 hrs. 2. In all other respect advertisement referred above will remain unchanged. 3. * Serial numbers of advertisement published earlier. ISPR/Navy/09/822 GD-5457 SO-II (E-3/4) For DW & CE (Navy) Dhaka Cantonment — [58, 543, 609, 1326]
row-label: Programme name — [647, 1446, 748, 1483]
table-row — [619, 1903, 982, 1929]
table-cell: 20 — [416, 1970, 496, 2007]
table-row — [619, 1534, 982, 1560]
row-number: ০১ — [1000, 274, 1026, 287]
table-row — [619, 1837, 982, 1863]
list-item — [67, 2103, 600, 2116]
table-cell: 9,300.00 — [328, 1824, 416, 1861]
note: (iv) For procurement of works/goods P.P.R-2009 and Archaeological works code must be followed and which shall remain binding upon the contractor. — [67, 2200, 578, 2221]
row-label: মন্ত্রণালয়/বিভাগ — [1026, 274, 1221, 287]
list-item — [67, 1698, 600, 1711]
row-number: ০৯ — [1000, 379, 1026, 393]
item-label: 5. Procuring Entity District — [67, 1531, 176, 1542]
list-item — [67, 1582, 600, 1595]
table-header — [67, 1799, 594, 1824]
table-row — [619, 1365, 982, 1391]
row-number: ০৩ — [1000, 300, 1026, 313]
row-number: 27. — [619, 2063, 647, 2111]
dgdp-emblem-icon — [79, 102, 138, 165]
row-label: Brief description of goods — [647, 1734, 748, 1771]
ifb-table: Sub Package No Description Quantity Delivery schedule (shipment) in weeks from the opening of the Letter of Credit for goods to be supplied from abroad and from the date of signing of the contract for goods to be supplied from within Bangladesh. 1. Cotton Saree 0.05 (point zero five) million pieces The goods to be delivered to the final destination within 14 weeks. 2. Cotton Saree 0.05 (point zero five) million pieces The goods to be delivered to the final destination within 14 weeks. — [999, 1151, 1494, 1274]
arch-tail — [67, 2103, 600, 2164]
row-number: ১০ — [1000, 393, 1026, 406]
